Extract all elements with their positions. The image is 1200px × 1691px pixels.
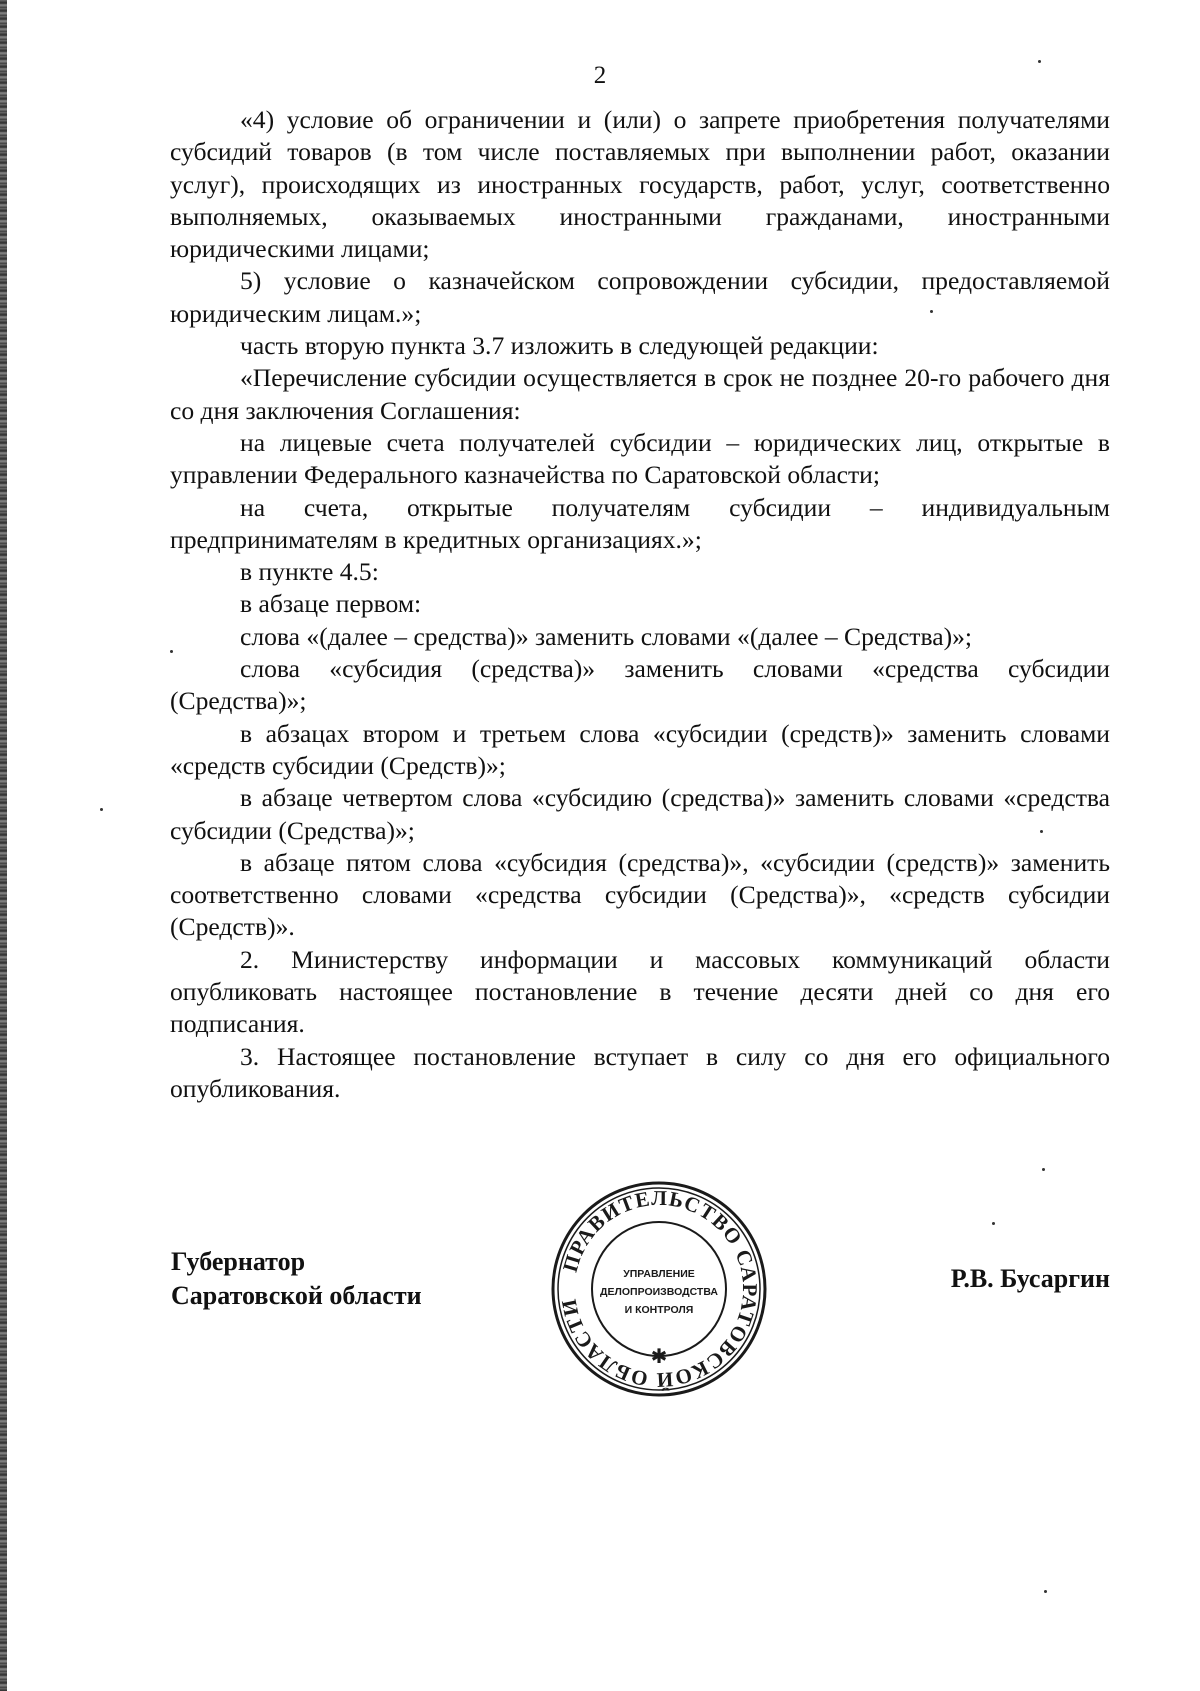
signatory-position-line2: Саратовской области — [171, 1281, 422, 1310]
page-number: 2 — [593, 62, 607, 89]
paragraph: на счета, открытые получателям субсидии – индивидуальным предпринимателям в кредитных организациях.»; — [170, 492, 1110, 554]
paragraph: на лицевые счета получателей субсидии – юридических лиц, открытые в управлении Федерального казначейства по Саратовской области; — [170, 427, 1110, 490]
seal-inner-line2: ДЕЛОПРОИЗВОДСТВА — [600, 1286, 718, 1298]
paragraph: в абзаце четвертом слова «субсидию (средства)» заменить словами «средства субсидии (Средства)»; — [170, 783, 1110, 845]
official-seal — [550, 1180, 768, 1398]
signatory-position-line1: Губернатор — [171, 1247, 306, 1276]
signatory-name: Р.В. Бусаргин — [950, 1264, 1110, 1293]
star-icon: ✱ — [650, 1344, 668, 1368]
paragraph: 5) условие о казначейском сопровождении субсидии, предоставляемой юридическим лицам.»; — [170, 266, 1110, 328]
seal-inner-line3: И КОНТРОЛЯ — [624, 1304, 694, 1316]
paragraph: 2. Министерству информации и массовых коммуникаций области опубликовать настоящее постановление в течение десяти дней со дня его подписания. — [170, 944, 1110, 1039]
paragraph: 3. Настоящее постановление вступает в силу со дня его официального опубликования. — [170, 1041, 1110, 1103]
signatory-position — [171, 1245, 422, 1313]
seal-inner-line1: УПРАВЛЕНИЕ — [623, 1268, 695, 1280]
paragraph: слова «субсидия (средства)» заменить словами «средства субсидии (Средства)»; — [170, 654, 1110, 716]
scan-speck — [1040, 830, 1043, 833]
scan-speck — [1044, 1590, 1047, 1593]
paragraph: в абзацах втором и третьем слова «субсидии (средств)» заменить словами «средств субсидии (Средств)»; — [170, 718, 1110, 780]
scan-speck — [1038, 60, 1041, 63]
scan-speck — [992, 1222, 995, 1225]
paragraph: «Перечисление субсидии осуществляется в срок не позднее 20-го рабочего дня со дня заключения Соглашения: — [170, 363, 1110, 425]
scan-speck — [170, 650, 173, 653]
scan-speck — [100, 808, 103, 811]
paragraph: часть вторую пункта 3.7 изложить в следующей редакции: — [240, 331, 879, 361]
document-body — [170, 104, 1110, 1105]
paragraph: в пункте 4.5: — [240, 557, 379, 587]
paragraph: слова «(далее – средства)» заменить словами «(далее – Средства)»; — [240, 621, 973, 651]
scan-speck — [930, 310, 933, 313]
paragraph: «4) условие об ограничении и (или) о запрете приобретения получателями субсидий товаров (в том числе поставляемых при выполнении работ, оказании услуг), происходящих из иностранных государств, работ, услуг, соответственно выполняемых, оказываемых иностранными гражданами, иностранными юридическими лицами; — [170, 105, 1110, 264]
paragraph: в абзаце пятом слова «субсидия (средства)», «субсидии (средств)» заменить соответственно словами «средства субсидии (Средства)», «средств субсидии (Средств)». — [170, 847, 1110, 942]
scan-speck — [1042, 1168, 1045, 1171]
paragraph: в абзаце первом: — [240, 589, 422, 619]
scan-edge — [0, 0, 7, 1691]
seal-outer-text: ПРАВИТЕЛЬСТВО САРАТОВСКОЙ ОБЛАСТИ — [556, 1185, 763, 1393]
